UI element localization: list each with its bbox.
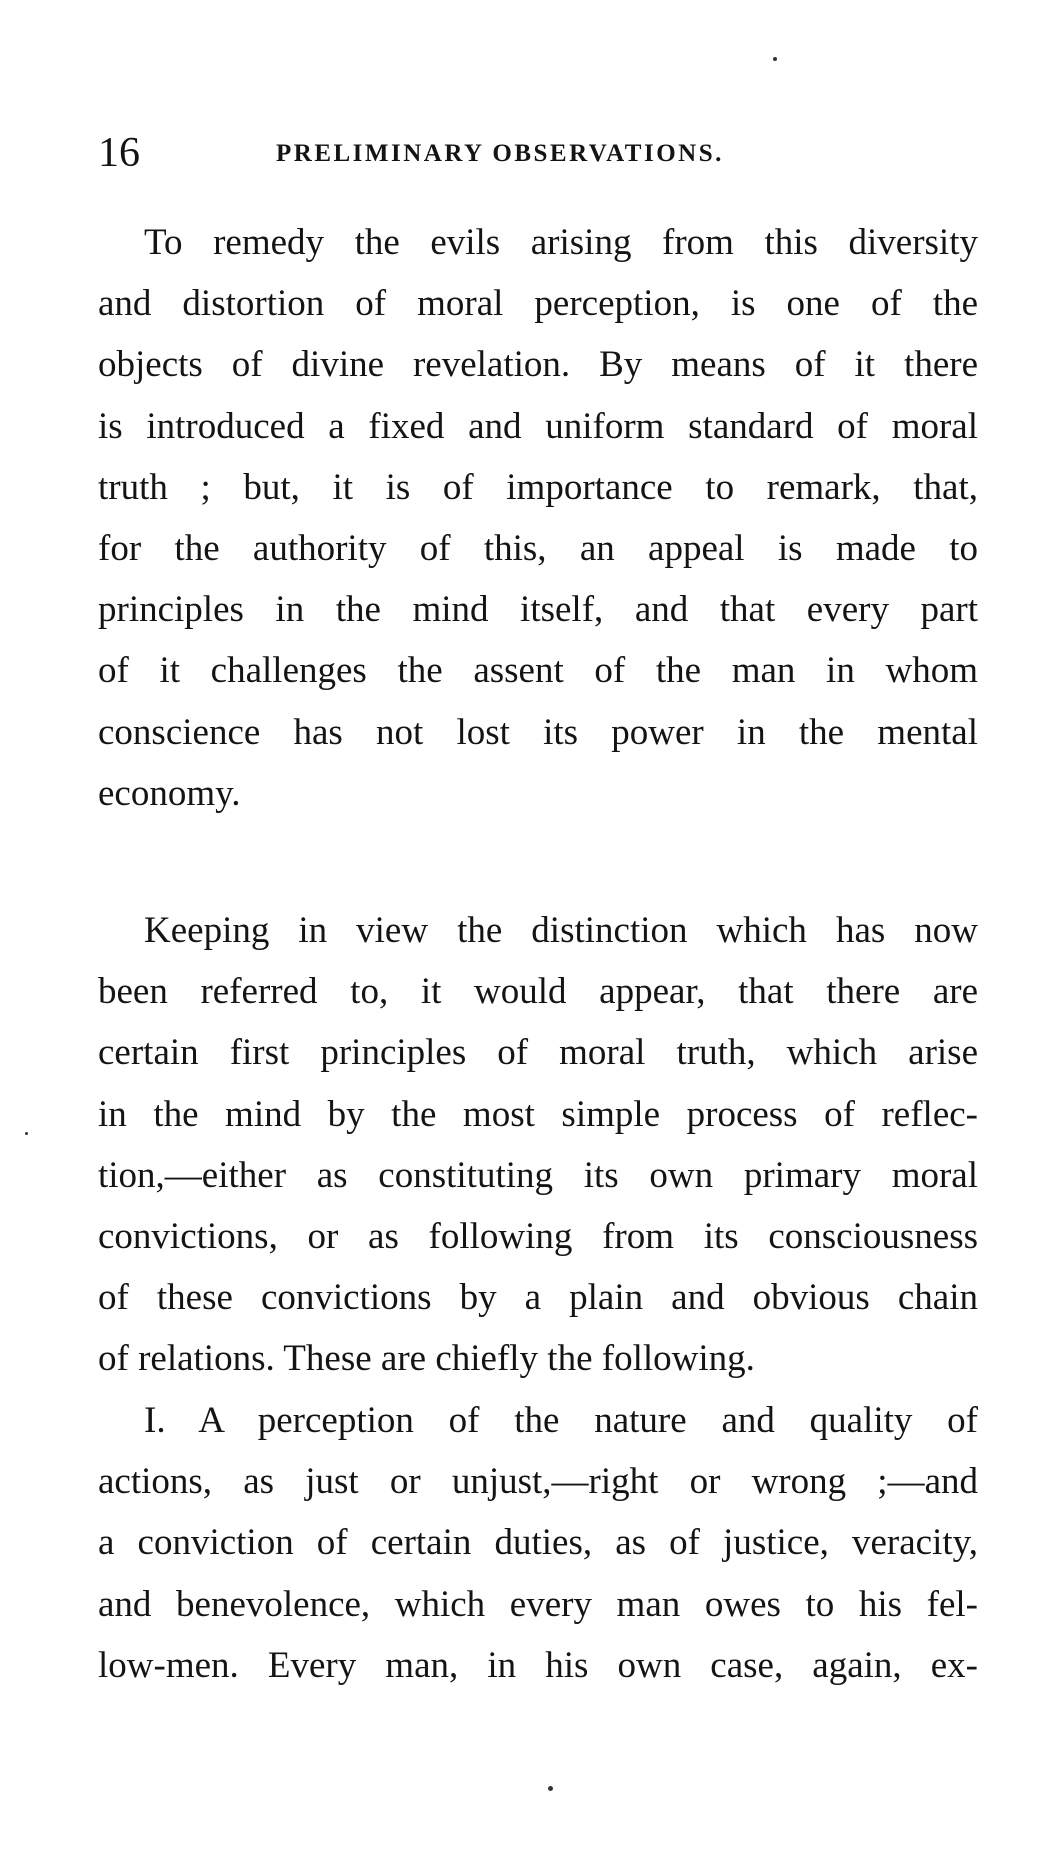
text-line: actions, as just or unjust,—right or wrong ;—and: [98, 1461, 978, 1503]
text-line: of it challenges the assent of the man in whom: [98, 650, 978, 692]
text-line: and distortion of moral perception, is one of the: [98, 283, 978, 325]
text-line: for the authority of this, an appeal is made to: [98, 527, 978, 569]
text-line: been referred to, it would appear, that there are: [98, 971, 978, 1013]
text-line: objects of divine revelation. By means of it there: [98, 344, 978, 386]
text-line: a conviction of certain duties, as of justice, veracity,: [98, 1522, 978, 1564]
running-head: [98, 128, 978, 178]
text-line: truth ; but, it is of importance to remark, that,: [98, 466, 978, 508]
ink-speck: [773, 57, 777, 61]
text-line: of these convictions by a plain and obvious chain: [98, 1277, 978, 1319]
text-line: To remedy the evils arising from this diversity: [144, 222, 978, 263]
text-line: of relations. These are chiefly the following.: [98, 1338, 755, 1380]
paragraph: [98, 1390, 978, 1696]
text-line: is introduced a fixed and uniform standard of moral: [98, 405, 978, 447]
text-line: and benevolence, which every man owes to his fel-: [98, 1583, 978, 1625]
text-line: certain first principles of moral truth, which arise: [98, 1032, 978, 1074]
text-line: I. A perception of the nature and quality of: [144, 1400, 978, 1441]
text-line: in the mind by the most simple process of reflec-: [98, 1093, 978, 1135]
text-line: low-men. Every man, in his own case, again, ex-: [98, 1644, 978, 1686]
text-line: Keeping in view the distinction which has now: [144, 910, 978, 951]
text-line: tion,—either as constituting its own primary moral: [98, 1154, 978, 1196]
paragraph: [98, 212, 978, 824]
text-line: convictions, or as following from its consciousness: [98, 1215, 978, 1257]
page-number: 16: [98, 130, 140, 176]
text-line: principles in the mind itself, and that every part: [98, 589, 978, 631]
ink-speck: [548, 1786, 553, 1791]
running-title: PRELIMINARY OBSERVATIONS.: [276, 140, 724, 167]
text-line: economy.: [98, 772, 241, 814]
ink-speck: [25, 1132, 28, 1135]
paragraph: [98, 900, 978, 1390]
text-line: conscience has not lost its power in the mental: [98, 711, 978, 753]
